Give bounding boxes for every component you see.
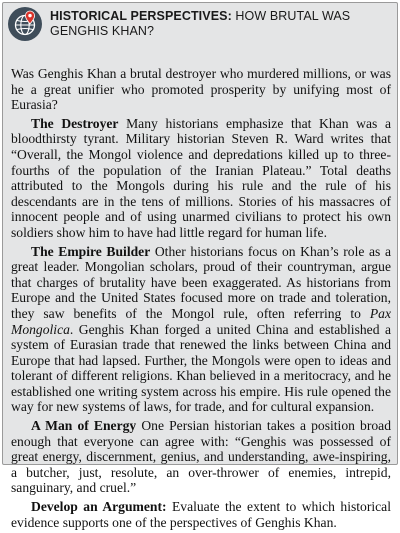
empire-builder-text-a: Other historians focus on Khan’s role as a great leader. Mongolian scholars, proud of their countryman, argue that charges of brutality have been exaggerated. As historians from Europe and the United States focused more on trade and toleration, they saw benefits of the Mongol rule, often referring to: [11, 243, 391, 321]
pax-mongolica-term: Pax Mongolica: [11, 305, 391, 337]
panel-heading: [50, 9, 390, 39]
destroyer-paragraph: [11, 116, 391, 241]
globe-location-pin-icon: [8, 7, 42, 41]
develop-argument-heading: Develop an Argument:: [31, 499, 167, 515]
intro-paragraph: Was Genghis Khan a brutal destroyer who murdered millions, or was he a great unifier who promoted prosperity by unifying most of Eurasia?: [11, 66, 391, 113]
man-of-energy-text: One Persian historian takes a position broad enough that everyone can agree with: “Genghis was possessed of great energy, discernment, genius, and understanding, awe-inspiring, a butcher, just, resolute, an over-thrower of enemies, intrepid, sanguinary, and cruel.”: [11, 418, 391, 496]
panel-body: [11, 66, 391, 533]
destroyer-text: Many historians emphasize that Khan was a bloodthirsty tyrant. Military historian Steven R. Ward writes that “Overall, the Mongol violence and depredations killed up to three-fourths of the population of the Iranian Plateau.” Total deaths attributed to the Mongols during his rule and the rule of his descendants are in the tens of millions. Stories of his massacres of innocent people and of using unarmed civilians to protect his own soldiers show him to have had little regard for human life.: [11, 115, 391, 240]
destroyer-heading: The Destroyer: [31, 115, 119, 131]
man-of-energy-heading: A Man of Energy: [31, 418, 137, 434]
empire-builder-text-b: . Genghis Khan forged a united China and established a system of Eurasian trade that renewed the links between China and Europe that had lapsed. Further, the Mongols were open to ideas and tolerant of different religions. Khan believed in a meritocracy, and he established one writing system across his empire. His rule opened the way for new systems of laws, for trade, and for cultural expansion.: [11, 321, 391, 415]
heading-question: HOW BRUTAL WAS GENGHIS KHAN?: [50, 9, 351, 38]
develop-argument-paragraph: [11, 499, 391, 530]
historical-perspectives-panel: [2, 2, 398, 530]
panel-header: [3, 3, 397, 52]
develop-argument-text: Evaluate the extent to which historical evidence supports one of the perspectives of Genghis Khan.: [11, 499, 391, 530]
man-of-energy-paragraph: [11, 418, 391, 496]
empire-builder-heading: The Empire Builder: [31, 243, 151, 259]
empire-builder-paragraph: [11, 244, 391, 416]
heading-label: HISTORICAL PERSPECTIVES:: [50, 9, 232, 23]
